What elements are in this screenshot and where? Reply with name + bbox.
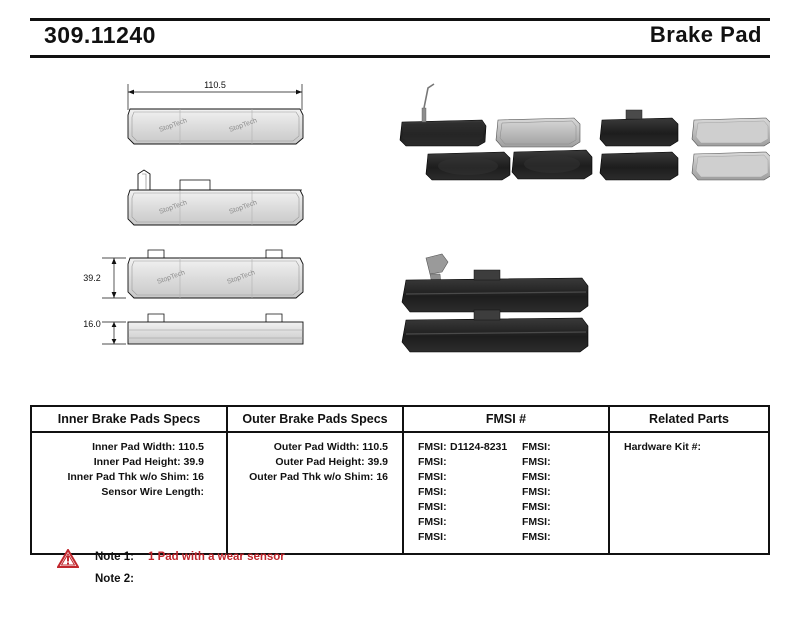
- table-row: [404, 485, 608, 500]
- fmsi-label: FMSI:: [418, 486, 447, 498]
- note-1: [30, 548, 530, 570]
- pad-rear-view: [128, 250, 303, 298]
- fmsi-cell: [404, 433, 610, 553]
- notes-section: [30, 548, 530, 592]
- svg-text:StopTech: StopTech: [228, 117, 259, 134]
- fmsi-label: FMSI:: [418, 456, 447, 468]
- list-item: Inner Pad Thk w/o Shim: 16: [67, 471, 204, 483]
- column-header-outer: Outer Brake Pads Specs: [228, 407, 404, 431]
- header: [30, 18, 770, 58]
- column-header-inner: Inner Brake Pads Specs: [32, 407, 228, 431]
- fmsi-value: [450, 455, 522, 470]
- fmsi-label-2: FMSI:: [522, 486, 551, 498]
- svg-text:StopTech: StopTech: [158, 199, 189, 216]
- product-photo-right-group: [600, 110, 770, 180]
- list-item: Outer Pad Height: 39.9: [275, 456, 388, 468]
- warning-icon: [57, 549, 79, 568]
- fmsi-label: FMSI:: [418, 531, 447, 543]
- svg-text:StopTech: StopTech: [226, 269, 257, 286]
- table-row: [404, 470, 608, 485]
- list-item: Inner Pad Width: 110.5: [92, 441, 204, 453]
- fmsi-label-2: FMSI:: [522, 516, 551, 528]
- note-2: [30, 570, 530, 592]
- pad-with-sensor-view: [128, 170, 303, 225]
- page-title: Brake Pad: [649, 22, 762, 47]
- note-1-value: 1 Pad with a wear sensor: [148, 551, 285, 563]
- fmsi-label-2: FMSI:: [522, 501, 551, 513]
- inner-specs-cell: [32, 433, 228, 553]
- list-item: Hardware Kit #:: [624, 441, 702, 453]
- header-bottom-rule: [30, 55, 770, 58]
- fmsi-label-2: FMSI:: [522, 471, 551, 483]
- fmsi-label-2: FMSI:: [522, 531, 551, 543]
- related-parts-cell: [610, 433, 768, 553]
- fmsi-label: FMSI:: [418, 516, 447, 528]
- table-row: [404, 515, 608, 530]
- svg-text:110.5: 110.5: [204, 80, 226, 90]
- specs-table-header: [32, 407, 768, 433]
- fmsi-value: [450, 485, 522, 500]
- note-2-label: Note 2:: [95, 573, 134, 585]
- product-photo-edge-group: [402, 254, 588, 352]
- note-1-label: Note 1:: [95, 551, 134, 563]
- header-top-rule: [30, 18, 770, 21]
- fmsi-label: FMSI:: [418, 501, 447, 513]
- fmsi-label-2: FMSI:: [522, 441, 551, 453]
- fmsi-label: FMSI:: [418, 441, 447, 453]
- list-item: Sensor Wire Length:: [101, 486, 204, 498]
- specs-table: [30, 405, 770, 555]
- dimension-thickness: [102, 322, 126, 344]
- technical-drawing: [30, 62, 770, 392]
- specs-table-body: [32, 433, 768, 553]
- table-row: [404, 530, 608, 545]
- dimension-height: [102, 258, 126, 298]
- pad-front-view-top: [128, 109, 303, 144]
- column-header-related-parts: Related Parts: [649, 412, 729, 426]
- fmsi-label: FMSI:: [418, 471, 447, 483]
- list-item: Inner Pad Height: 39.9: [93, 456, 204, 468]
- fmsi-value: [450, 500, 522, 515]
- fmsi-value: [450, 530, 522, 545]
- svg-text:StopTech: StopTech: [228, 199, 259, 216]
- table-row: [404, 455, 608, 470]
- svg-text:39.2: 39.2: [83, 273, 101, 283]
- table-row: [404, 440, 608, 455]
- svg-text:StopTech: StopTech: [158, 117, 189, 134]
- outer-specs-cell: [228, 433, 404, 553]
- svg-text:16.0: 16.0: [83, 319, 101, 329]
- fmsi-value: [450, 515, 522, 530]
- fmsi-value: D1124-8231: [450, 441, 508, 453]
- part-number: 309.11240: [44, 22, 156, 48]
- list-item: Outer Pad Thk w/o Shim: 16: [249, 471, 388, 483]
- column-header-fmsi: FMSI #: [404, 407, 610, 431]
- svg-text:StopTech: StopTech: [156, 269, 187, 286]
- product-photo-left-group: [400, 84, 592, 180]
- list-item: Outer Pad Width: 110.5: [273, 441, 388, 453]
- fmsi-value: [450, 470, 522, 485]
- table-row: [404, 500, 608, 515]
- pad-edge-view: [128, 314, 303, 344]
- fmsi-label-2: FMSI:: [522, 456, 551, 468]
